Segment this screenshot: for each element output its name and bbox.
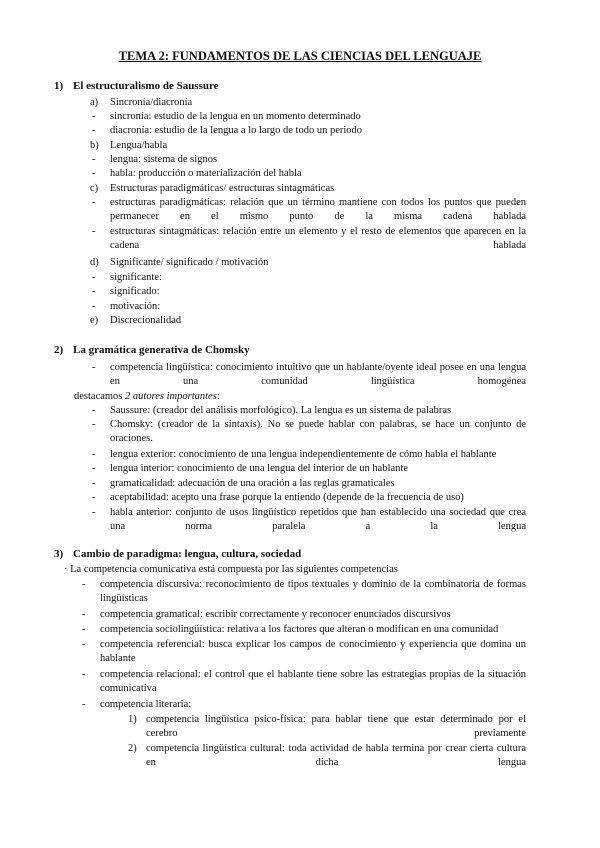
sublist-marker: 2) [128, 743, 137, 754]
section-2-heading [54, 344, 250, 358]
list-item: sincronía: estudio de la lengua en un momento determinado [110, 111, 361, 122]
list-item: estructuras paradigmáticas: relación que un término mantiene con todos los puntos que pueden permanecer en el mismo punto de la misma cadena hablada [110, 197, 526, 222]
authors-note-prefix: destacamos [74, 391, 126, 402]
list-item: Discrecionalidad [110, 315, 182, 326]
section-2-number: 2) [54, 344, 64, 356]
list-marker: - [92, 478, 96, 489]
list-marker: - [92, 419, 96, 430]
list-marker: c) [90, 183, 99, 194]
list-item: Saussure: (creador del análisis morfológico). La lengua es un sistema de palabras [110, 405, 452, 416]
list-marker: - [92, 125, 96, 136]
list-marker: - [92, 197, 96, 208]
list-item: habla anterior: conjunto de usos lingüístico repetidos que han establecido una sociedad que crea una norma paralela a la lengua [110, 507, 526, 532]
list-marker: - [92, 492, 96, 503]
sublist-marker: 1) [128, 714, 137, 725]
list-marker: d) [90, 257, 99, 268]
sublist-item: competencia lingüística cultural: toda actividad de habla termina por crear cierta cultura en dicha lengua [146, 743, 526, 768]
section-3-number: 3) [54, 548, 64, 560]
section-1-number: 1) [54, 80, 64, 92]
list-item: diacronía: estudio de la lengua a lo largo de todo un periodo [110, 125, 363, 136]
list-marker: - [82, 609, 86, 620]
authors-note-italic: 2 autores importantes [125, 391, 217, 402]
document-title: TEMA 2: FUNDAMENTOS DE LAS CIENCIAS DEL LENGUAJE [118, 49, 482, 63]
section-1-heading [54, 80, 219, 94]
list-item: lengua: sistema de signos [110, 154, 218, 165]
list-marker: b) [90, 140, 99, 151]
list-item: Estructuras paradigmáticas/ estructuras sintagmáticas [110, 183, 335, 194]
list-marker: - [92, 111, 96, 122]
list-item: lengua interior: conocimiento de una lengua del interior de un hablante [110, 463, 408, 474]
list-item: gramaticalidad: adecuación de una oración a las reglas gramaticales [110, 478, 395, 489]
list-item: significante: [110, 272, 162, 283]
list-marker: - [92, 507, 96, 518]
authors-note [74, 390, 220, 404]
list-marker: - [92, 362, 96, 373]
list-marker: - [92, 272, 96, 283]
authors-note-suffix: : [216, 391, 220, 402]
list-item: motivación: [110, 301, 161, 312]
list-marker: - [92, 154, 96, 165]
list-marker: - [82, 669, 86, 680]
list-marker: e) [90, 315, 99, 326]
section-3-title: Cambio de paradigma: lengua, cultura, sociedad [73, 548, 302, 560]
list-marker: - [82, 699, 86, 710]
list-marker: - [92, 463, 96, 474]
list-item: competencia referencial: busca explicar los campos de conocimiento y experiencia que domina un hablante [100, 639, 526, 664]
list-marker: - [82, 639, 86, 650]
list-item: aceptabilidad: acepto una frase porque la entiendo (depende de la frecuencia de uso) [110, 492, 464, 503]
list-marker: - [92, 449, 96, 460]
list-marker: - [92, 286, 96, 297]
list-marker: - [92, 226, 96, 237]
list-marker: a) [90, 97, 99, 108]
list-item: competencia literaria: [100, 699, 192, 710]
list-item: Sincronía/diacronía [110, 97, 193, 108]
list-marker: - [92, 301, 96, 312]
list-item: Chomsky: (creador de la sintaxis). No se puede hablar con palabras, se hace un conjunto de oraciones. [110, 419, 526, 444]
list-item: estructuras sintagmáticas: relación entre un elemento y el resto de elementos que aparecen en la cadena hablada [110, 226, 526, 251]
list-item: competencia sociolingüística: relativa a los factores que alteran o modifican en una comunidad [100, 624, 499, 635]
list-item: lengua exterior: conocimiento de una lengua independientemente de cómo habla el hablante [110, 449, 497, 460]
list-item: Significante/ significado / motivación [110, 257, 269, 268]
list-marker: - [92, 405, 96, 416]
list-item: competencia lingüística: conocimiento intuitivo que un hablante/oyente ideal posee en una lengua en una comunidad lingüística homogénea [110, 362, 526, 387]
list-marker: - [82, 579, 86, 590]
list-item: competencia relacional: el control que el hablante tiene sobre las estrategias propias de la situación comunicativa [100, 669, 526, 694]
sublist-item: competencia lingüística psico-física: para hablar tiene que estar determinado por el cerebro previamente [146, 714, 526, 739]
list-item: habla: producción o materialización del habla [110, 168, 302, 179]
section-1-title: El estructuralismo de Saussure [73, 80, 219, 92]
list-item: Lengua/habla [110, 140, 168, 151]
competence-intro: · La competencia comunicativa está compuesta por las siguientes competencias [64, 564, 398, 575]
list-marker: - [82, 624, 86, 635]
section-3-heading [54, 548, 301, 562]
list-item: competencia gramatical: escribir correctamente y reconocer enunciados discursivos [100, 609, 451, 620]
list-item: significado: [110, 286, 160, 297]
list-marker: - [92, 168, 96, 179]
list-item: competencia discursiva: reconocimiento de tipos textuales y dominio de la combinatoria de formas lingüísticas [100, 579, 526, 604]
section-2-title: La gramática generativa de Chomsky [73, 344, 250, 356]
